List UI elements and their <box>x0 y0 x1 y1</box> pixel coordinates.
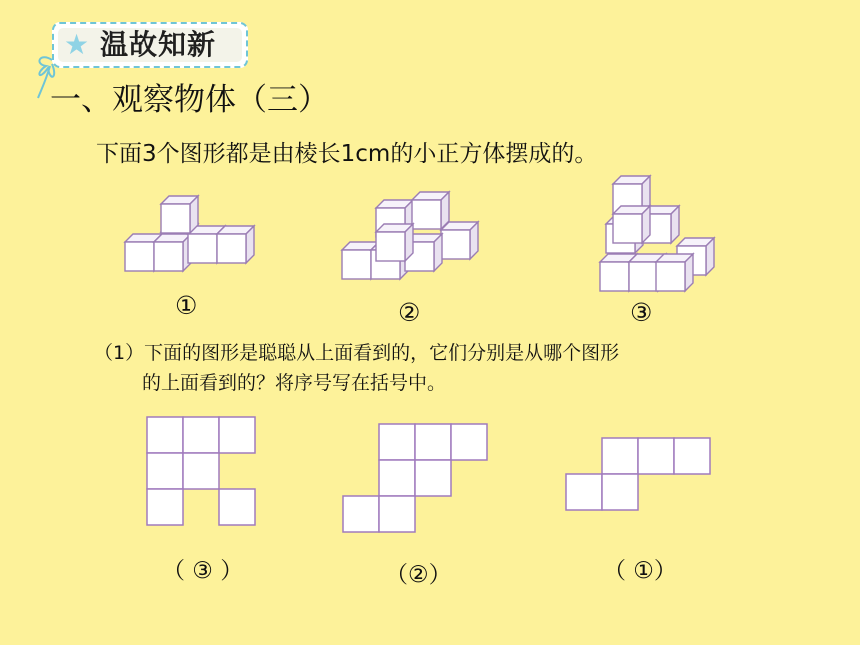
figure-label-2: ② <box>398 298 421 327</box>
answer-2: （②） <box>385 562 452 588</box>
figure-label-1: ① <box>175 291 198 320</box>
badge-title: 温故知新 <box>100 28 217 61</box>
question-line-1: （1）下面的图形是聪聪从上面看到的，它们分别是从哪个图形 <box>94 342 620 364</box>
top-view-a <box>147 417 255 525</box>
section-title: 一、观察物体（三） <box>50 82 329 118</box>
top-view-c <box>566 438 710 510</box>
star-icon: ★ <box>64 28 90 61</box>
intro-text: 下面3个图形都是由棱长1cm的小正方体摆成的。 <box>96 141 598 167</box>
question-line-2: 的上面看到的？将序号写在括号中。 <box>142 372 447 394</box>
answer-3: （ ①） <box>603 558 677 584</box>
figure-label-3: ③ <box>630 298 653 327</box>
top-view-b <box>343 424 487 532</box>
answer-1: （ ③ ） <box>162 558 244 584</box>
